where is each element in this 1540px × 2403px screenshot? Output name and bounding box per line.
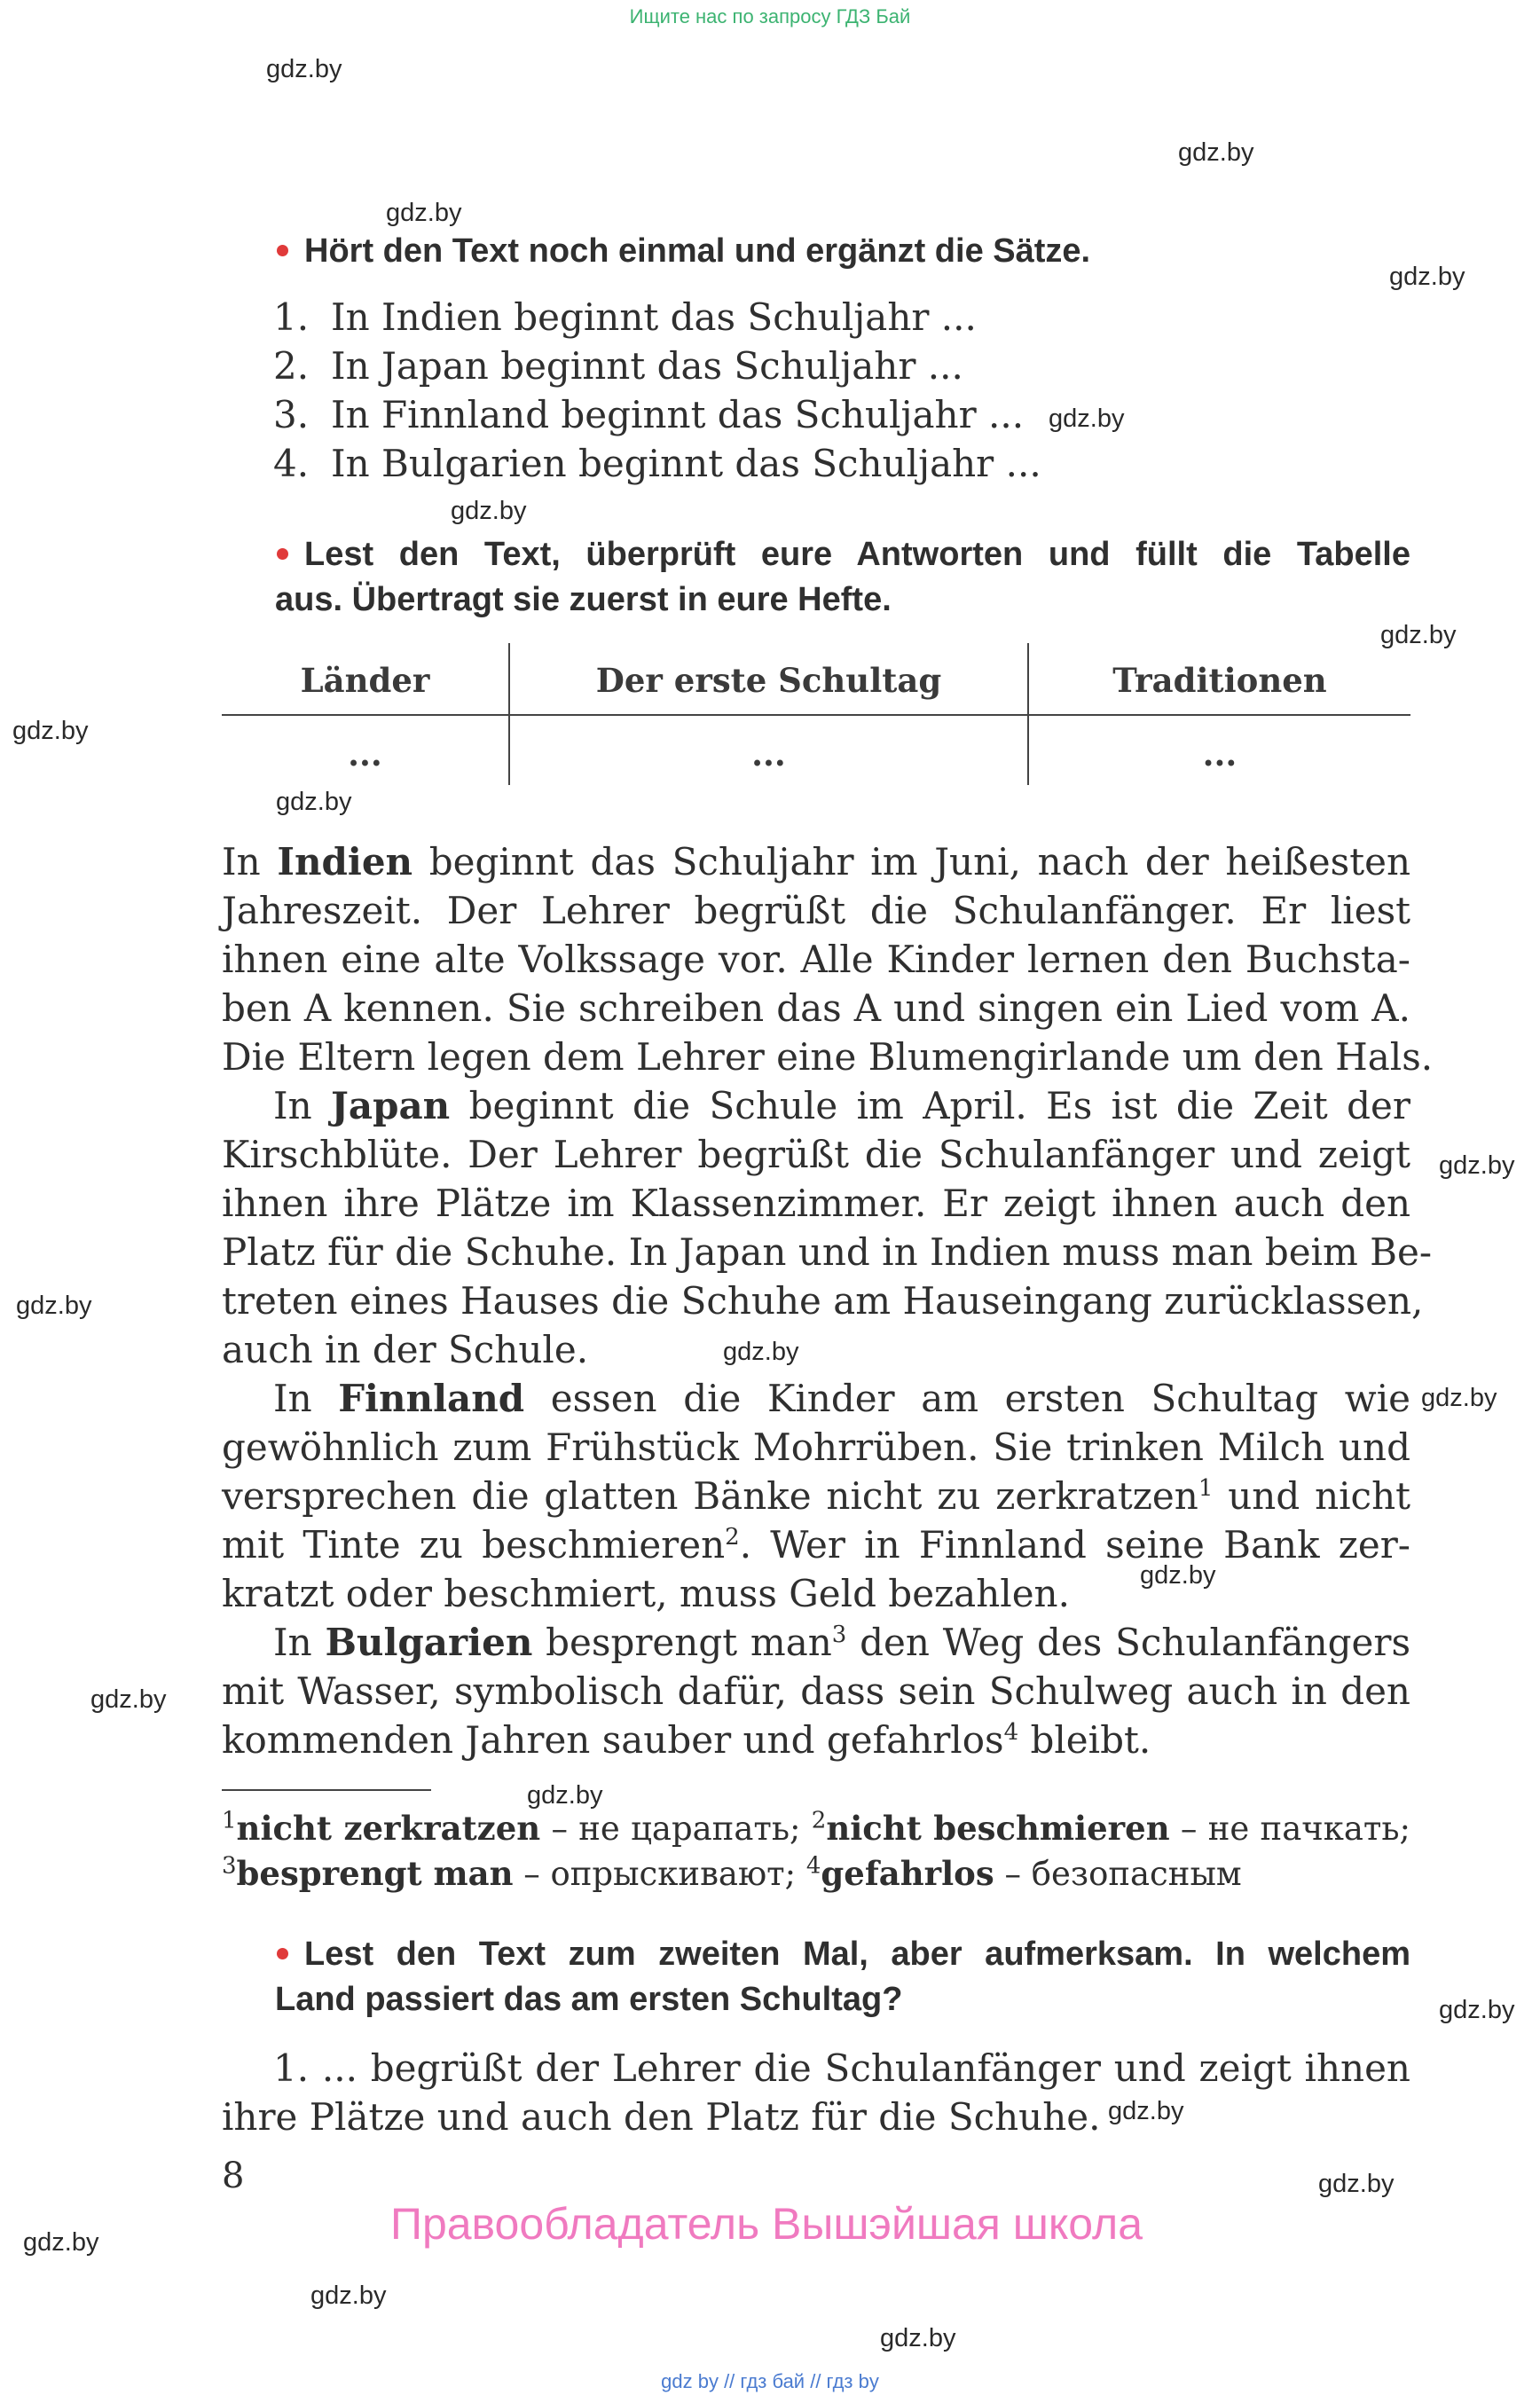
text-line: auch in der Schule. [222, 1328, 589, 1371]
watermark: gdz.by [90, 1685, 167, 1714]
item-text: In Finnland beginnt das Schuljahr ... [331, 393, 1025, 436]
table-header-first-day: Der erste Schultag [595, 661, 942, 700]
footnote-term: besprengt man [236, 1854, 514, 1893]
text-line: treten eines Hauses die Schuhe am Hauseingang zurücklassen, [222, 1279, 1424, 1323]
table-cell: ... [751, 734, 786, 774]
text-line: mit Wasser, symbolisch dafür, dass sein Schulweg auch in den [222, 1669, 1410, 1713]
watermark: gdz.by [1140, 1561, 1216, 1590]
item-text: In Indien beginnt das Schuljahr ... [331, 295, 977, 339]
text-span: mit Tinte zu beschmieren [222, 1523, 726, 1567]
paragraph-indien [222, 837, 1434, 1081]
watermark: gdz.by [1108, 2097, 1184, 2125]
text-span: In [273, 1621, 326, 1664]
watermark: gdz.by [23, 2228, 99, 2257]
task-1-instruction [275, 229, 1410, 274]
footnote-translation: – безопасным [994, 1855, 1242, 1893]
text-line: kratzt oder beschmiert, muss Geld bezahlen. [222, 1572, 1070, 1615]
table-cell: ... [1202, 734, 1238, 774]
footnote-number: 1 [222, 1807, 237, 1834]
text-line: Jahreszeit. Der Lehrer begrüßt die Schulanfänger. Er liest [222, 889, 1410, 932]
text-span: beginnt das Schuljahr im Juni, nach der heißesten [412, 840, 1410, 883]
task-2-instruction [275, 532, 1410, 623]
footnote-number: 3 [222, 1852, 237, 1880]
question-list [273, 293, 1249, 488]
item-number: 3. [273, 393, 310, 436]
text-span: besprengt man [532, 1621, 832, 1664]
watermark: gdz.by [1380, 621, 1457, 649]
footnote-ref: 3 [831, 1622, 847, 1648]
watermark: gdz.by [16, 1292, 92, 1320]
footnote-number: 2 [811, 1807, 827, 1834]
watermark: gdz.by [1318, 2170, 1395, 2198]
country-name: Japan [331, 1084, 451, 1127]
text-line: ben A kennen. Sie schreiben das A und singen ein Lied vom A. [222, 986, 1410, 1030]
watermark: gdz.by [276, 788, 352, 816]
footnote-ref: 2 [725, 1524, 740, 1551]
country-name: Indien [277, 840, 413, 883]
table-divider [222, 714, 1410, 716]
text-line: Platz für die Schuhe. In Japan und in Indien muss man beim Be- [222, 1230, 1433, 1274]
text-span: und nicht [1213, 1474, 1411, 1518]
footnote-number: 4 [805, 1852, 821, 1880]
watermark: gdz.by [723, 1338, 799, 1366]
item-text: In Bulgarien beginnt das Schuljahr ... [331, 442, 1041, 485]
bullet-icon [277, 1948, 288, 1959]
watermark: gdz.by [1178, 138, 1254, 167]
text-line: Kirschblüte. Der Lehrer begrüßt die Schulanfänger und zeigt [222, 1133, 1410, 1176]
text-span: beginnt die Schule im April. Es ist die Zeit der [450, 1084, 1410, 1127]
country-name: Bulgarien [325, 1621, 533, 1664]
item-number: 2. [273, 344, 310, 388]
item-number: 4. [273, 442, 310, 485]
item-text: In Japan beginnt das Schuljahr ... [331, 344, 963, 388]
paragraph-japan [222, 1081, 1433, 1374]
footnotes [222, 1806, 1410, 1896]
text-line: ihnen eine alte Volkssage vor. Alle Kinder lernen den Buchsta- [222, 938, 1410, 981]
table-header-countries: Länder [300, 661, 430, 700]
text-span: In [273, 1377, 339, 1420]
watermark: gdz.by [266, 55, 342, 83]
text-span: bleibt. [1018, 1718, 1151, 1762]
text-span: . Wer in Finnland seine Bank zer- [739, 1523, 1410, 1567]
watermark: gdz.by [1439, 1151, 1515, 1180]
watermark: gdz.by [1421, 1384, 1497, 1412]
text-line: ihnen ihre Plätze im Klassenzimmer. Er zeigt ihnen auch den [222, 1182, 1410, 1225]
list-item [273, 439, 1249, 488]
text-line: Die Eltern legen dem Lehrer eine Blumengirlande um den Hals. [222, 1035, 1434, 1079]
watermark: gdz.by [1389, 263, 1465, 291]
list-item [273, 390, 1249, 439]
footnote-term: nicht beschmieren [826, 1809, 1170, 1848]
text-line: 1. ... begrüßt der Lehrer die Schulanfänger und zeigt ihnen [273, 2046, 1410, 2090]
watermark: gdz.by [12, 717, 89, 745]
watermark: gdz.by [880, 2324, 956, 2352]
task-3-instruction [275, 1932, 1410, 2022]
page-number: 8 [222, 2156, 245, 2196]
watermark: gdz.by [386, 199, 462, 227]
item-number: 1. [273, 295, 310, 339]
answer-sentence [222, 2044, 1410, 2141]
bullet-icon [277, 548, 288, 560]
text-span: In [273, 1084, 332, 1127]
paragraph-finnland [222, 1374, 1410, 1618]
watermark: gdz.by [1049, 404, 1125, 433]
watermark: gdz.by [310, 2281, 387, 2310]
text-span: kommenden Jahren sauber und gefahrlos [222, 1718, 1004, 1762]
table-cell: ... [348, 734, 382, 774]
answer-table [222, 643, 1410, 785]
footnote-translation: – не пачкать; [1169, 1810, 1410, 1848]
watermark: gdz.by [1439, 1996, 1515, 2024]
task-3-line-2: Land passiert das am ersten Schultag? [275, 1981, 903, 2018]
footnote-ref: 1 [1198, 1475, 1214, 1502]
task-2-line-1: Lest den Text, überprüft eure Antworten und füllt die Tabelle [304, 536, 1410, 573]
country-name: Finnland [338, 1377, 525, 1420]
text-line: gewöhnlich zum Frühstück Mohrrüben. Sie trinken Milch und [222, 1425, 1410, 1469]
watermark: gdz.by [451, 497, 527, 525]
footnote-term: nicht zerkratzen [236, 1809, 541, 1848]
text-span: essen die Kinder am ersten Schultag wie [524, 1377, 1410, 1420]
text-span: In [222, 840, 278, 883]
top-search-hint[interactable]: Ищите нас по запросу ГДЗ Бай [629, 5, 911, 27]
text-span: versprechen die glatten Bänke nicht zu zerkratzen [222, 1474, 1198, 1518]
bullet-icon [277, 245, 288, 256]
text-span: den Weg des Schulanfängers [846, 1621, 1411, 1664]
footnote-divider [222, 1789, 431, 1791]
list-item [273, 342, 1249, 390]
table-header-traditions: Traditionen [1112, 661, 1327, 700]
bottom-links[interactable]: gdz by // гдз бай // гдз by [661, 2370, 879, 2392]
footnote-translation: – опрыскивают; [513, 1855, 806, 1893]
task-3-line-1: Lest den Text zum zweiten Mal, aber aufmerksam. In welchem [304, 1936, 1410, 1973]
footnote-translation: – не царапать; [540, 1810, 812, 1848]
footnote-ref: 4 [1003, 1719, 1019, 1746]
list-item [273, 293, 1249, 342]
task-2-line-2: aus. Übertragt sie zuerst in eure Hefte. [275, 581, 892, 618]
copyright-holder: Правообладатель Вышэйшая школа [390, 2199, 1143, 2249]
watermark: gdz.by [527, 1781, 603, 1810]
text-line: ihre Plätze und auch den Platz für die Schuhe. [222, 2095, 1101, 2139]
footnote-term: gefahrlos [821, 1854, 994, 1893]
task-1-text: Hört den Text noch einmal und ergänzt die Sätze. [304, 232, 1091, 270]
paragraph-bulgarien [222, 1618, 1410, 1764]
